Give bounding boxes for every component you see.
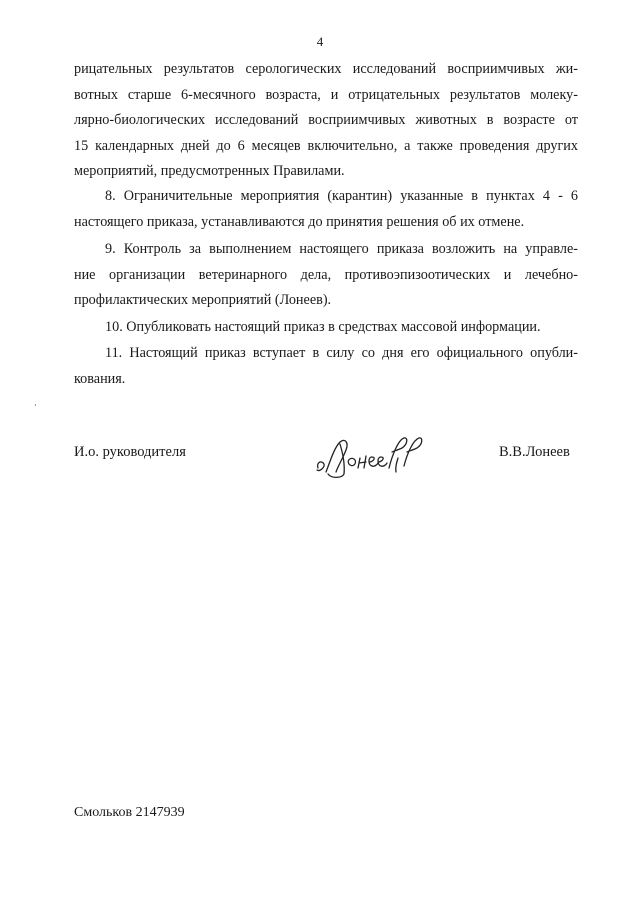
text-line: 9. Контроль за выполнением настоящего приказа возложить на управле- [105,241,578,257]
paragraph-item-11 [74,341,578,392]
handwritten-signature [312,432,428,482]
signatory-name: В.В.Лонеев [499,444,570,460]
text-line: 11. Настоящий приказ вступает в силу со дня его официального опубли- [105,345,578,361]
text-line: кования. [74,370,126,387]
text-line: вотных старше 6-месячного возраста, и отрицательных результатов молеку- [74,86,578,103]
text-line: настоящего приказа, устанавливаются до принятия решения об их отмене. [74,213,525,230]
text-line: 15 календарных дней до 6 месяцев включительно, а также проведения других [74,137,578,154]
text-line: 10. Опубликовать настоящий приказ в средствах массовой информации. [105,319,541,335]
scan-speck [35,404,36,406]
paragraph-item-8 [74,184,578,235]
paragraph-item-9 [74,237,578,314]
text-line: мероприятий, предусмотренных Правилами. [74,163,345,180]
text-line: 8. Ограничительные мероприятия (карантин) указанные в пунктах 4 - 6 [105,188,578,204]
paragraph-item-10 [74,315,578,341]
text-line: профилактических мероприятий (Лонеев). [74,292,332,309]
page-number: 4 [316,34,324,49]
signatory-role: И.о. руководителя [74,444,186,460]
executor-note: Смольков 2147939 [74,805,185,820]
text-line: лярно-биологических исследований восприимчивых животных в возрасте от [74,112,578,129]
paragraph-item-7-continuation [74,57,578,185]
text-line: ние организации ветеринарного дела, противоэпизоотических и лечебно- [74,266,578,283]
text-line: рицательных результатов серологических исследований восприимчивых жи- [74,61,578,77]
